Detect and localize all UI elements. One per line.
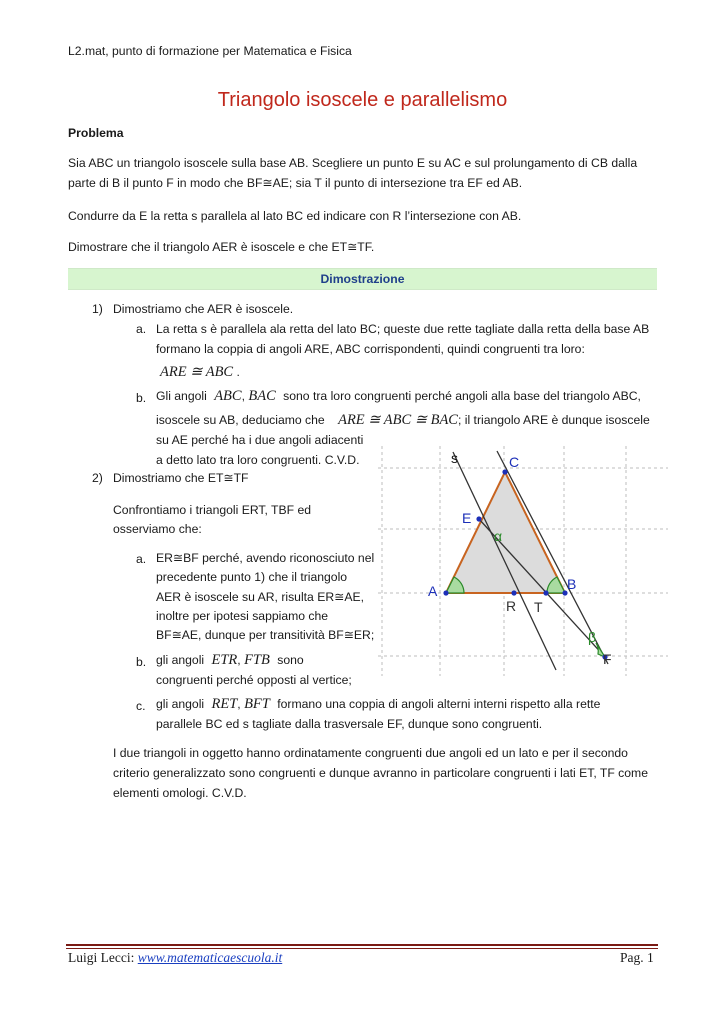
angle-etr: ETR [211, 652, 238, 668]
step1b-line2 [156, 410, 650, 430]
step2a-label: a. [136, 552, 147, 566]
step1a-line2: formano la coppia di angoli ARE, ABC corrispondenti, quindi congruenti tra loro: [156, 342, 585, 356]
formula-are-abc: ARE ≅ ABC [160, 364, 234, 380]
conclusion-line1: I due triangoli in oggetto hanno ordinatamente congruenti due angoli ed un lato e per il secondo [113, 746, 628, 760]
problem-heading: Problema [68, 126, 124, 140]
step2c-label: c. [136, 699, 146, 713]
geometry-figure [378, 446, 668, 676]
point-r [511, 590, 516, 595]
step2c-line2: parallele BC ed s tagliate dalla trasversale EF, dunque sono congruenti. [156, 717, 543, 731]
problem-p1-line2: parte di B il punto F in modo che BF≅AE; sia T il punto di intersezione tra EF ed AB. [68, 176, 523, 190]
step2b-line2: congruenti perché opposti al vertice; [156, 673, 352, 687]
document-title: Triangolo isoscele e parallelismo [217, 89, 508, 111]
angle-bac: BAC [248, 388, 276, 404]
label-r: R [506, 598, 517, 614]
step1a-formula [160, 362, 240, 382]
step1b-line4: a detto lato tra loro congruenti. C.V.D. [156, 453, 360, 467]
step2-intro-line2: osserviamo che: [113, 522, 202, 536]
label-b: B [567, 576, 577, 592]
formula-angles-congruent: ARE ≅ ABC ≅ BAC [338, 412, 458, 428]
footer-author-name: Luigi Lecci: [68, 950, 138, 965]
comma: , [237, 697, 241, 711]
step1b-line1 [156, 386, 641, 406]
step2a-line: ER≅BF perché, avendo riconosciuto nel [156, 551, 375, 565]
comma: , [237, 653, 241, 667]
conclusion-line2: criterio generalizzato sono congruenti e dunque avranno in particolare congruenti i lati ET, TF come [113, 766, 648, 780]
step2c-pre: gli angoli [156, 697, 205, 711]
comma: , [241, 389, 245, 403]
footer-author [68, 950, 282, 966]
formula-period: . [236, 365, 240, 379]
label-c: C [509, 454, 520, 470]
point-e [476, 516, 481, 521]
step2a-line: precedente punto 1) che il triangolo [156, 570, 348, 585]
conclusion-line3: elementi omologi. C.V.D. [113, 786, 247, 800]
step1b-line2-post: ; il triangolo ARE è dunque isoscele [457, 413, 650, 427]
label-alpha: α [494, 528, 503, 544]
problem-p1-line1: Sia ABC un triangolo isoscele sulla base AB. Scegliere un punto E su AC e sul prolungamento di CB dalla [68, 156, 638, 170]
step2c-line1 [156, 694, 600, 714]
label-s: s [451, 450, 458, 466]
problem-paragraph-1 [68, 153, 668, 193]
problem-paragraph-3: Dimostrare che il triangolo AER è isoscele e che ET≅TF. [68, 240, 375, 254]
angle-ret: RET [211, 696, 238, 712]
step2-intro-line1: Confrontiamo i triangoli ERT, TBF ed [113, 503, 312, 517]
step1b-line2-pre: isoscele su AB, deduciamo che [156, 413, 325, 427]
step2a-line: BF≅AE, dunque per transitività BF≅ER; [156, 628, 375, 643]
step2b-label: b. [136, 655, 147, 669]
angle-abc: ABC [214, 388, 242, 404]
step2b-line1 [156, 650, 304, 670]
point-c [502, 469, 507, 474]
step1a-label: a. [136, 322, 147, 336]
step2a-line: inoltre per ipotesi sappiamo che [156, 608, 329, 623]
demonstration-heading: Dimostrazione [68, 268, 657, 290]
step2a-text [156, 549, 374, 645]
footer-website-link[interactable]: www.matematicaescuola.it [137, 950, 283, 965]
page-number: Pag. 1 [620, 950, 654, 965]
step1b-label: b. [136, 391, 147, 405]
label-t: T [534, 599, 543, 615]
footer-rule [66, 948, 658, 949]
page-header: L2.mat, punto di formazione per Matematica e Fisica [68, 44, 352, 58]
step2a-line: AER è isoscele su AR, risulta ER≅AE, [156, 589, 364, 604]
step1b-pre: Gli angoli [156, 389, 207, 403]
triangle-abc [446, 472, 565, 593]
label-e: E [462, 510, 472, 526]
step2b-post: sono [277, 653, 304, 667]
label-beta: β [588, 629, 597, 645]
step2-number: 2) [92, 471, 103, 485]
step2-text: Dimostriamo che ET≅TF [113, 471, 249, 485]
label-f: F [603, 651, 612, 667]
point-a [443, 590, 448, 595]
step2c-post: formano una coppia di angoli alterni interni rispetto alla rette [277, 697, 601, 711]
point-t [543, 590, 548, 595]
step1b-line3: su AE perché ha i due angoli adiacenti [156, 433, 364, 447]
angle-ftb: FTB [244, 652, 270, 668]
angle-bft: BFT [244, 696, 270, 712]
problem-paragraph-2: Condurre da E la retta s parallela al lato BC ed indicare con R l’intersezione con AB. [68, 209, 522, 223]
step1-number: 1) [92, 302, 103, 316]
step1b-post: sono tra loro congruenti perché angoli alla base del triangolo ABC, [283, 389, 641, 403]
footer-rule [66, 944, 658, 946]
label-a: A [428, 583, 438, 599]
step1-text: Dimostriamo che AER è isoscele. [113, 302, 294, 316]
step1a-line1: La retta s è parallela ala retta del lato BC; queste due rette tagliate dalla retta della base AB [156, 322, 650, 336]
step2b-pre: gli angoli [156, 653, 205, 667]
